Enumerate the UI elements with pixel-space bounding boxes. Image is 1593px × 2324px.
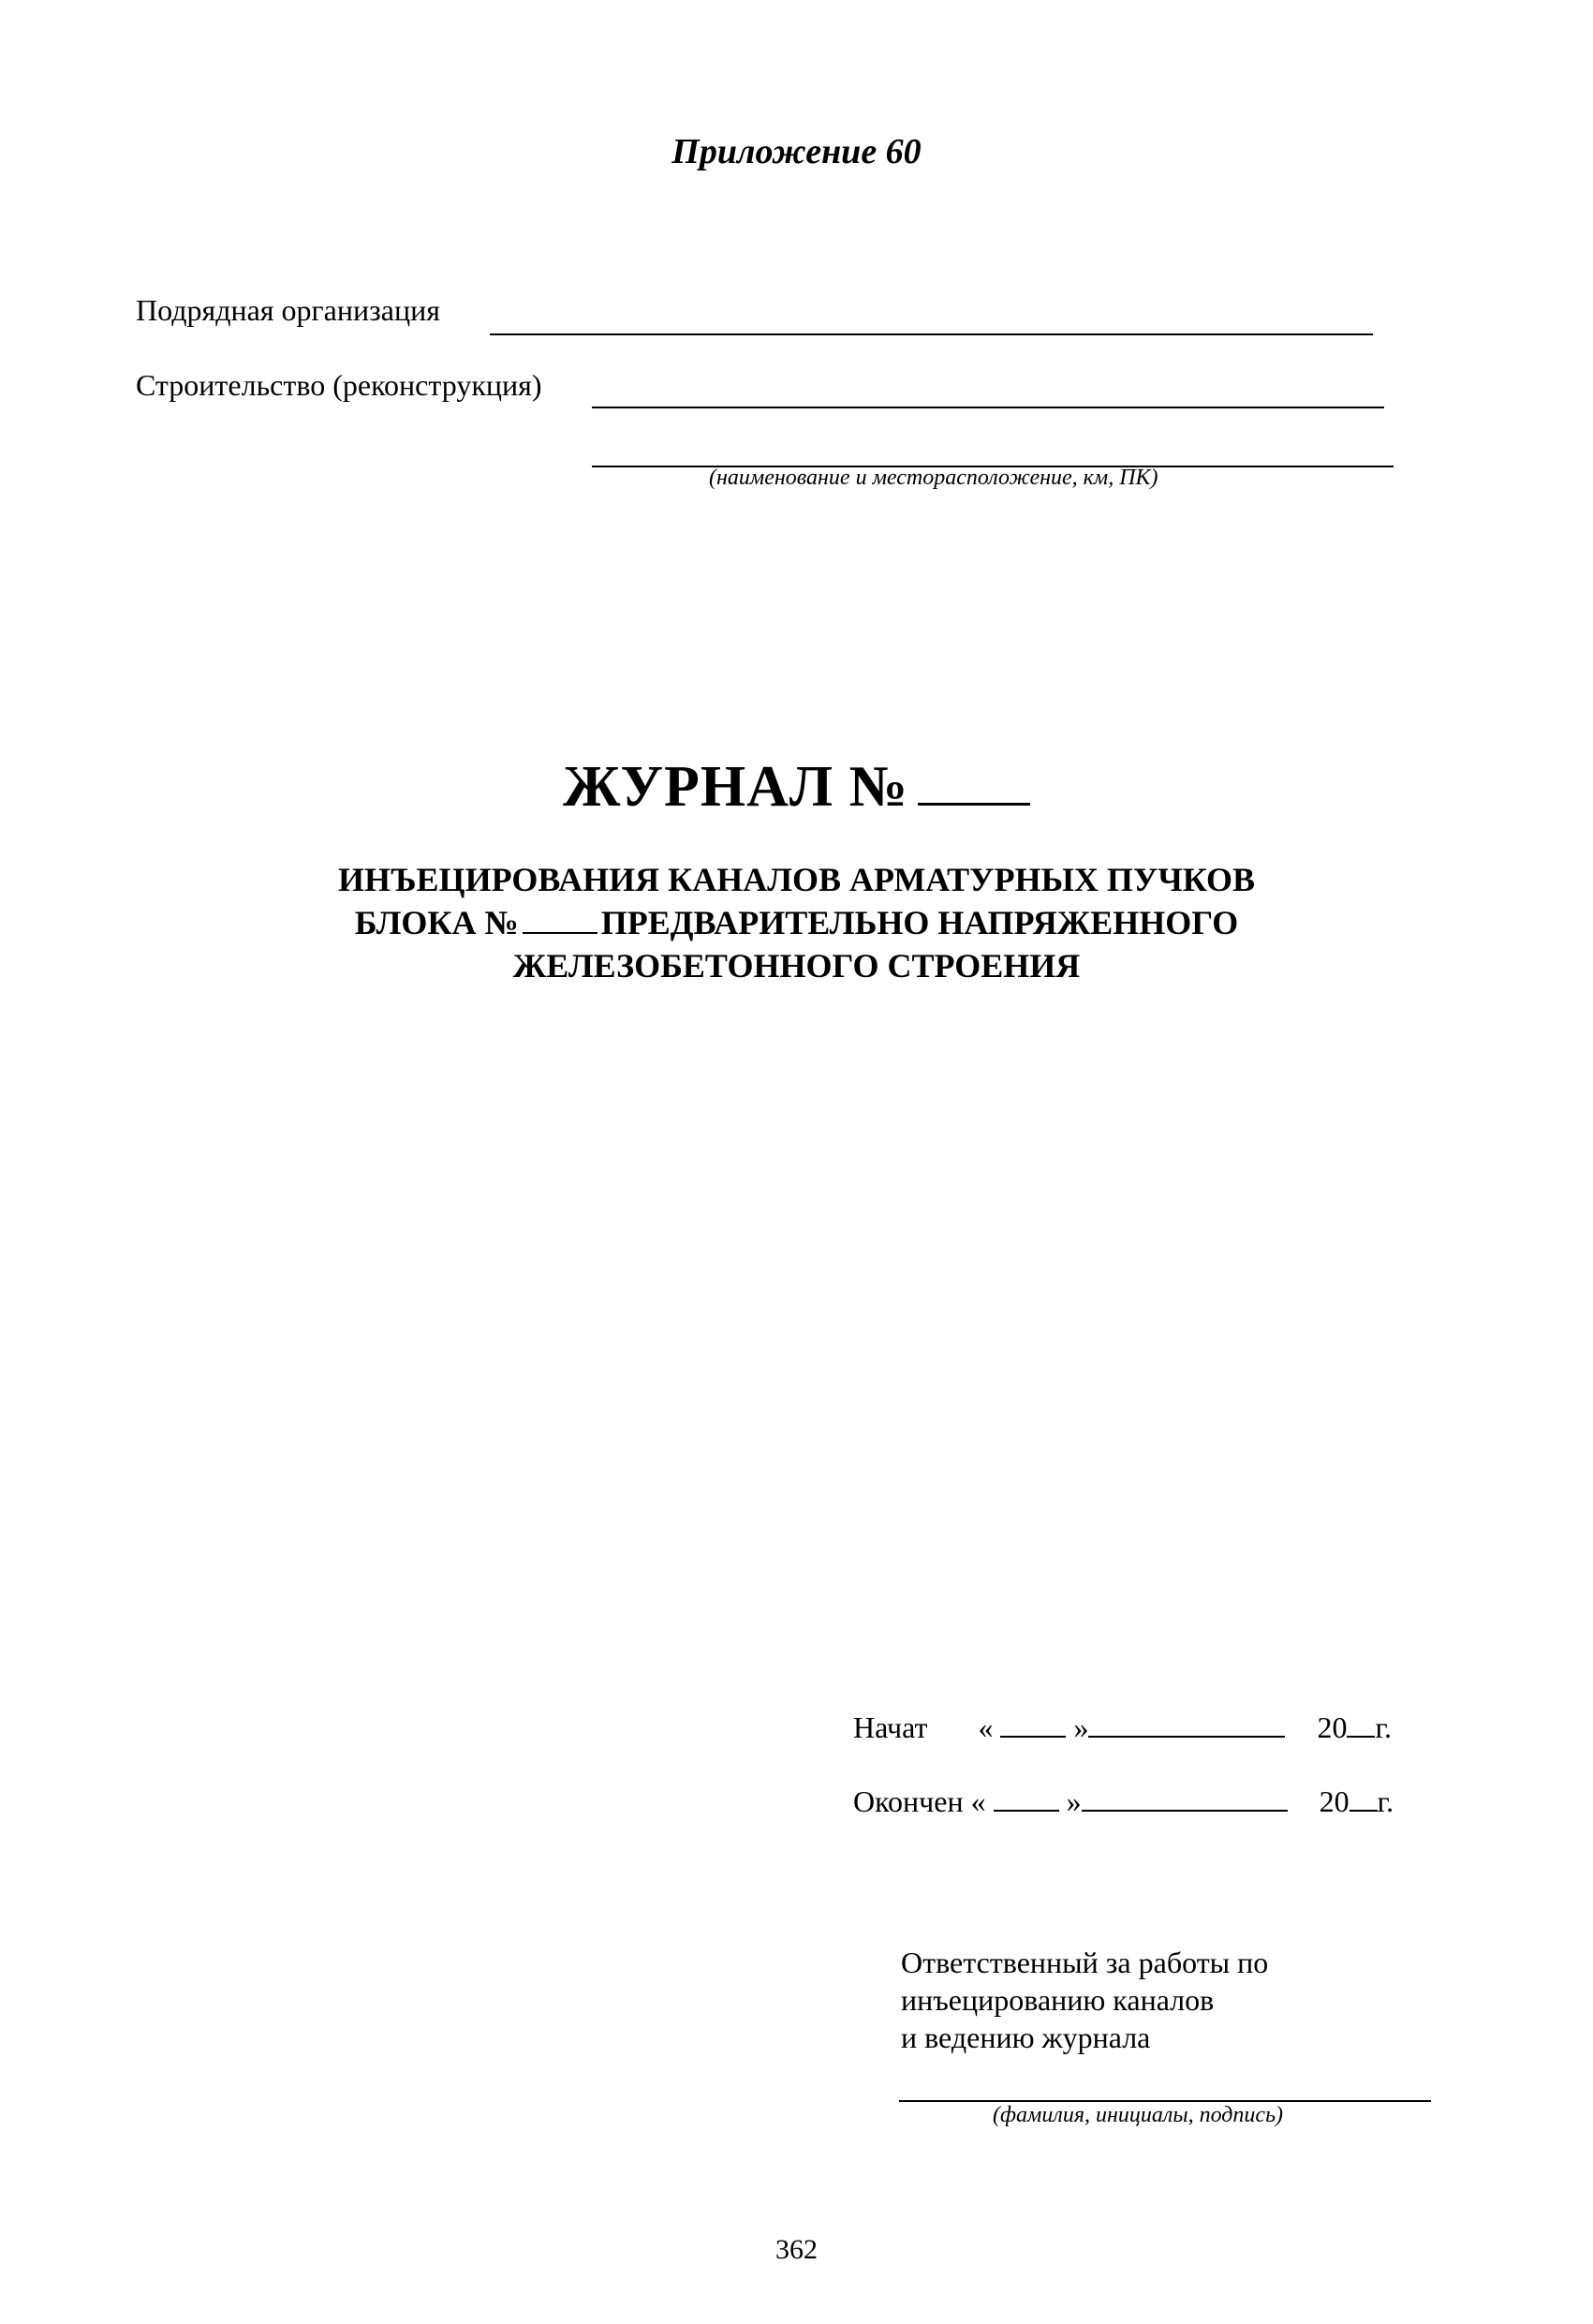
block-number-label: БЛОКА № (354, 904, 519, 941)
responsible-line2: инъецированию каналов (901, 1983, 1215, 2017)
started-day-blank (1000, 1711, 1066, 1738)
prestressed-label: ПРЕДВАРИТЕЛЬНО НАПРЯЖЕННОГО (600, 904, 1239, 941)
construction-label: Строительство (реконструкция) (136, 368, 542, 402)
journal-subtitle-line1: ИНЪЕЦИРОВАНИЯ КАНАЛОВ АРМАТУРНЫХ ПУЧКОВ (338, 861, 1255, 898)
appendix-title: Приложение 60 (671, 132, 922, 171)
started-year-prefix: 20 (1317, 1710, 1348, 1744)
ended-day-blank (994, 1785, 1059, 1812)
journal-number-blank (918, 765, 1030, 806)
started-month-blank (1088, 1711, 1285, 1738)
contractor-label: Подрядная организация (136, 293, 440, 327)
location-caption: (наименование и месторасположение, км, ПК) (709, 466, 1158, 490)
responsible-line3: и ведению журнала (901, 2021, 1151, 2054)
journal-title-text: ЖУРНАЛ № (563, 755, 908, 819)
journal-subtitle-line2 (0, 902, 1593, 943)
journal-title (0, 754, 1593, 821)
ended-label: Окончен (853, 1784, 964, 1818)
ended-month-blank (1082, 1785, 1288, 1812)
responsible-line1: Ответственный за работы по (901, 1946, 1269, 1979)
ended-year-suffix: г. (1377, 1784, 1394, 1818)
started-quote-close: » (1073, 1710, 1089, 1744)
started-year-suffix: г. (1375, 1710, 1392, 1744)
signature-caption: (фамилия, инициалы, подпись) (993, 2103, 1283, 2127)
started-label: Начат (853, 1710, 928, 1744)
ended-year-prefix: 20 (1319, 1784, 1350, 1818)
started-date-row (853, 1710, 1392, 1745)
started-year-blank (1347, 1711, 1375, 1738)
construction-fill-line (592, 407, 1384, 408)
block-number-blank (523, 906, 597, 934)
started-quote-open: « (978, 1710, 994, 1744)
signature-line (899, 2100, 1431, 2102)
journal-subtitle-line3: ЖЕЛЕЗОБЕТОННОГО СТРОЕНИЯ (512, 947, 1081, 984)
page-number: 362 (775, 2234, 818, 2265)
ended-quote-open: « (970, 1784, 986, 1818)
ended-quote-close: » (1066, 1784, 1082, 1818)
ended-year-blank (1350, 1785, 1378, 1812)
ended-date-row (853, 1784, 1394, 1819)
contractor-fill-line (490, 333, 1373, 335)
